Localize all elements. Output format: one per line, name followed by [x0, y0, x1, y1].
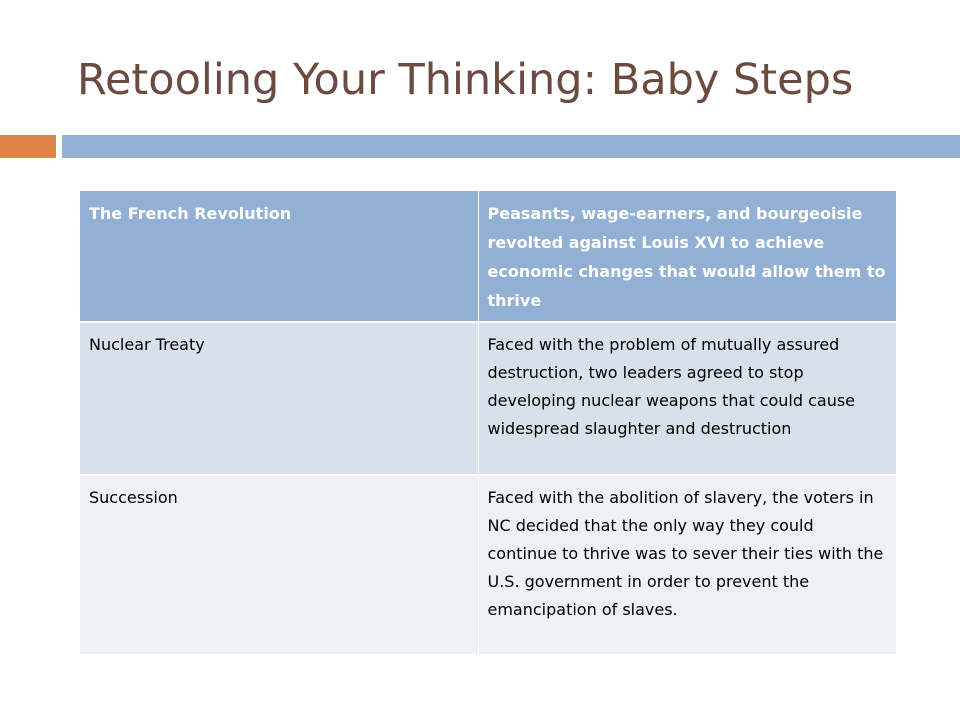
slide-title: Retooling Your Thinking: Baby Steps [77, 55, 854, 105]
title-accent-orange [0, 135, 56, 158]
table-cell-topic: Succession [80, 475, 478, 655]
table-cell-description: Faced with the problem of mutually assured destruction, two leaders agreed to stop developing nuclear weapons that could cause widespread slaughter and destruction [478, 322, 896, 475]
table-cell-description: Faced with the abolition of slavery, the voters in NC decided that the only way they could continue to thrive was to sever their ties with the U.S. government in order to prevent the emancipation of slaves. [478, 475, 896, 655]
table-header-left: The French Revolution [80, 191, 478, 322]
table-row [80, 475, 896, 655]
title-accent-blue [62, 135, 960, 158]
comparison-table [80, 191, 896, 656]
table-cell-topic: Nuclear Treaty [80, 322, 478, 475]
table-header-right: Peasants, wage-earners, and bourgeoisie revolted against Louis XVI to achieve economic changes that would allow them to thrive [478, 191, 896, 322]
table-header-row [80, 191, 896, 322]
table-row [80, 322, 896, 475]
